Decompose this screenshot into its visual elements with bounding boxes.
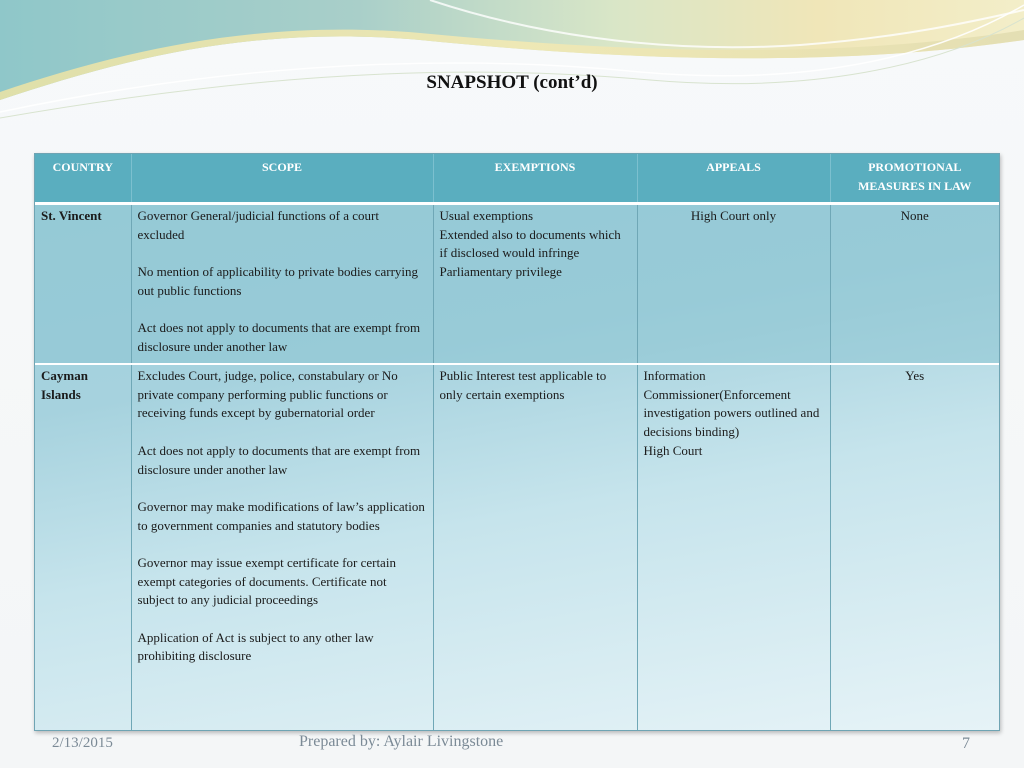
appeal-item: Information Commissioner(Enforcement investigation powers outlined and decisions binding): [643, 368, 820, 440]
header-swoosh-decoration: [0, 0, 1024, 130]
table-header-row: [35, 154, 999, 204]
col-header-scope: SCOPE: [131, 154, 433, 204]
scope-cell: [131, 204, 433, 365]
exemption-item: Usual exemptions: [439, 208, 534, 223]
appeals-cell: [637, 364, 830, 731]
col-header-promotional: PROMOTIONAL MEASURES IN LAW: [830, 154, 999, 204]
snapshot-table: [34, 153, 1000, 731]
footer-date: 2/13/2015: [52, 735, 113, 751]
scope-item: Governor may make modifications of law’s application to government companies and statutory bodies: [137, 498, 425, 533]
exemptions-cell: [433, 364, 637, 731]
appeal-item: High Court only: [690, 208, 777, 223]
slide-number: 7: [962, 735, 970, 752]
slide-title: SNAPSHOT (cont’d): [426, 72, 598, 93]
scope-item: Act does not apply to documents that are exempt from disclosure under another law: [137, 320, 421, 354]
table-row: [35, 204, 999, 365]
col-header-exemptions: EXEMPTIONS: [433, 154, 637, 204]
scope-item: Application of Act is subject to any other law prohibiting disclosure: [137, 629, 374, 664]
exemption-item: Extended also to documents which if disclosed would infringe Parliamentary privilege: [439, 226, 621, 280]
exemption-item: Public Interest test applicable to only certain exemptions: [439, 368, 607, 402]
appeal-item: High Court: [643, 442, 703, 458]
col-header-appeals: APPEALS: [637, 154, 830, 204]
scope-item: Act does not apply to documents that are exempt from disclosure under another law: [137, 442, 421, 477]
table-row: [35, 364, 999, 731]
footer-prepared-by: Prepared by: Aylair Livingstone: [299, 733, 504, 750]
scope-item: Governor General/judicial functions of a court excluded: [137, 208, 379, 242]
promotional-cell: Yes: [905, 368, 925, 383]
scope-cell: [131, 364, 433, 731]
col-header-country: COUNTRY: [35, 154, 131, 204]
exemptions-cell: [433, 204, 637, 365]
scope-item: Governor may issue exempt certificate for certain exempt categories of documents. Certificate not subject to any judicial proceedings: [137, 554, 396, 608]
scope-item: Excludes Court, judge, police, constabulary or No private company performing public functions or receiving funds except by gubernatorial order: [137, 368, 398, 421]
scope-item: No mention of applicability to private bodies carrying out public functions: [137, 264, 419, 298]
country-cell: St. Vincent: [35, 204, 131, 365]
appeals-cell: [637, 204, 830, 365]
country-cell: Cayman Islands: [35, 364, 131, 731]
promotional-cell: None: [830, 204, 999, 365]
